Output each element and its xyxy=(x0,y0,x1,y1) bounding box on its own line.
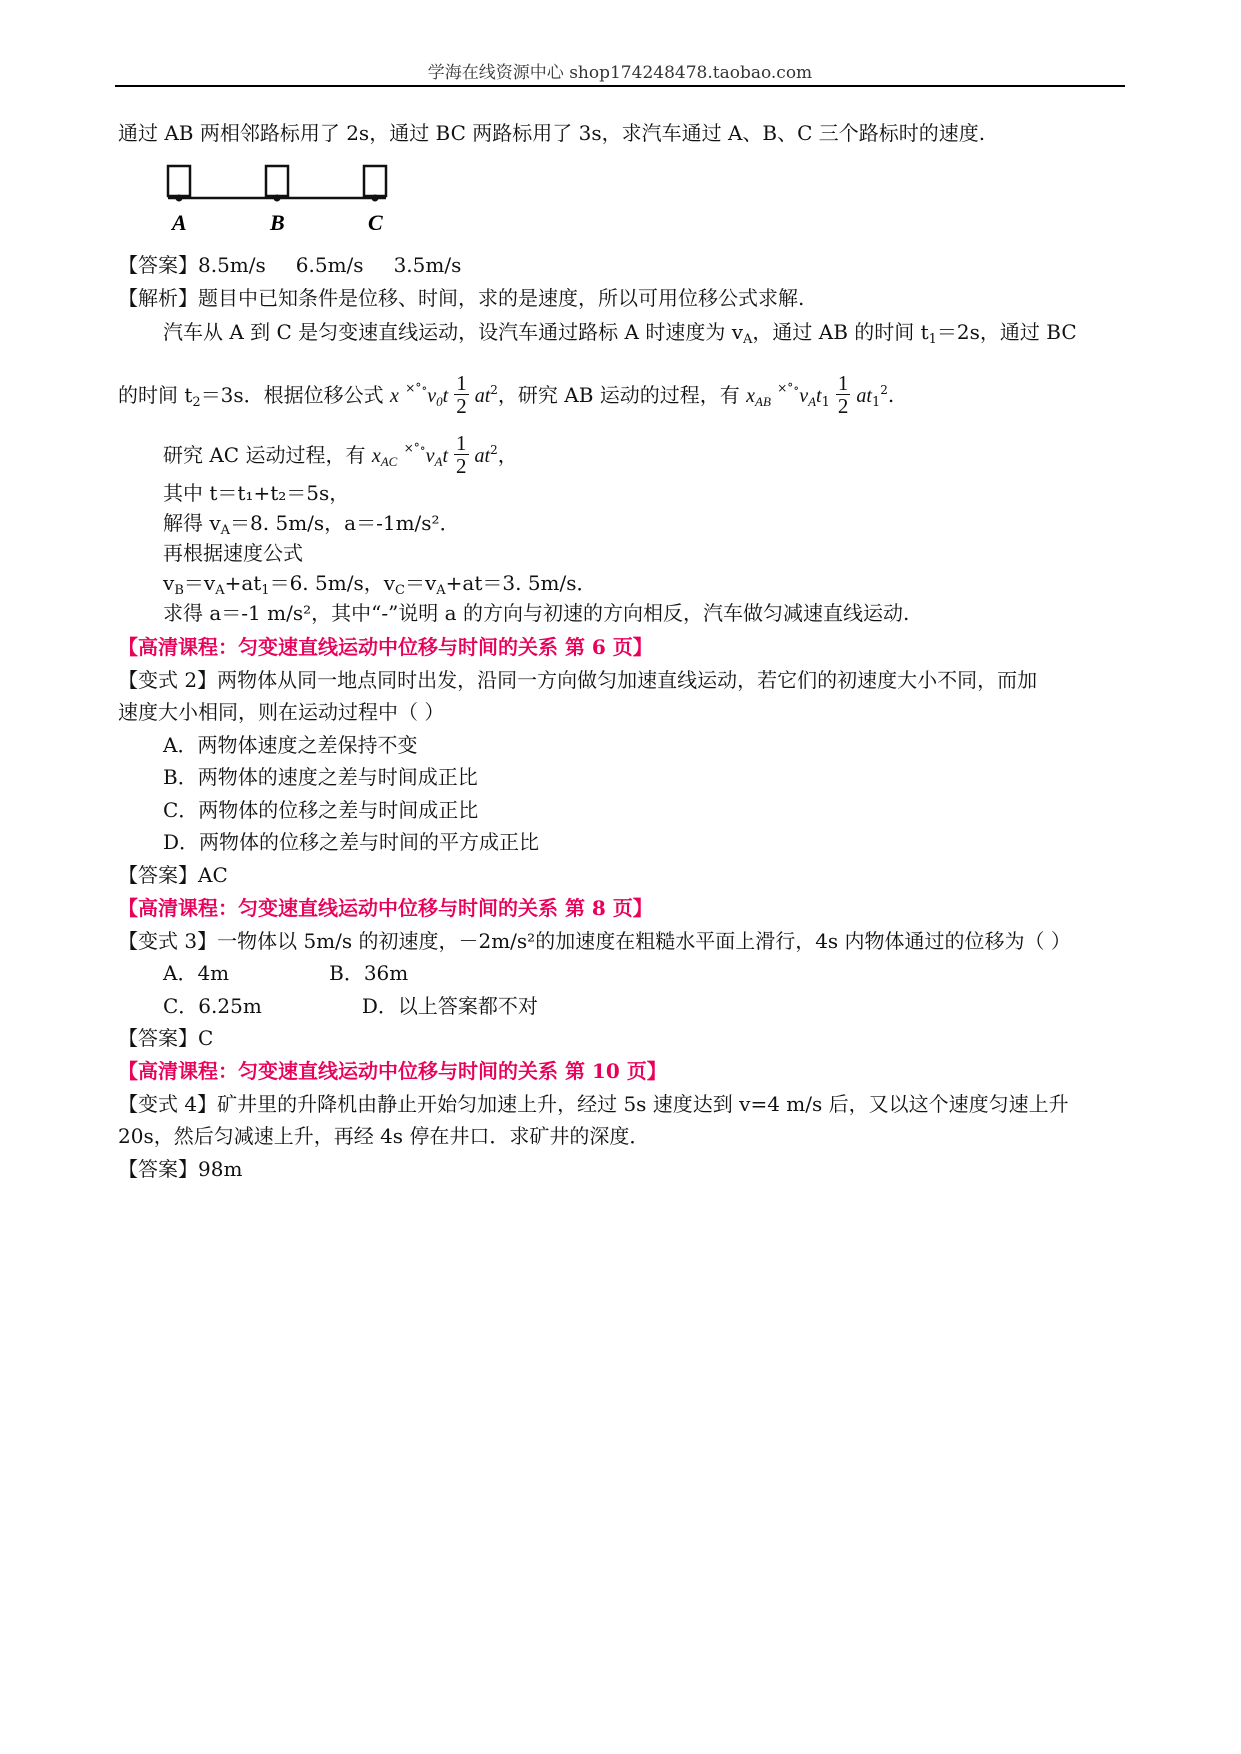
q2-line-1: 【变式 2】两物体从同一地点同时出发，沿同一方向做匀加速直线运动，若它们的初速度大小不同，而加 xyxy=(118,668,1038,692)
point-a xyxy=(176,195,183,202)
q3-options-ab: A．4m B．36m xyxy=(163,961,409,985)
sign-b-box xyxy=(266,166,288,196)
q3-answer: 【答案】C xyxy=(118,1026,214,1050)
q2-option-c: C．两物体的位移之差与时间成正比 xyxy=(163,798,479,822)
header-rule xyxy=(115,85,1125,87)
analysis-line-7: 再根据速度公式 xyxy=(163,541,303,565)
point-c xyxy=(372,195,379,202)
displacement-formula: x $^{\times^\circ\circ}v_0t$ $\frac{1}{2}$ $at^2$ xyxy=(390,371,498,418)
course-link-8[interactable]: 【高清课程：匀变速直线运动中位移与时间的关系 第 8 页】 xyxy=(118,896,653,920)
analysis-line-3: 的时间 $t_2=3s$．根据位移公式 x $^{\times^\circ\circ}v_0t$ $\frac{1}{2}$ $at^2$，研究 AB 运动的过程，有 $x_{AB}$ $^{\times^\circ\circ}v_At_1$ $\frac{1}{2}$ $at_1^2$. xyxy=(118,371,895,418)
label-a: A xyxy=(172,210,187,235)
analysis-tag: 【解析】 xyxy=(118,286,198,310)
q2-option-b: B．两物体的速度之差与时间成正比 xyxy=(163,765,478,789)
q3-options-cd: C．6.25m D．以上答案都不对 xyxy=(163,994,538,1018)
answer-1 xyxy=(118,250,461,280)
problem-text: 通过 AB 两相邻路标用了 2s，通过 BC 两路标用了 3s，求汽车通过 A、B、C 三个路标时的速度. xyxy=(118,121,986,145)
answer-tag: 【答案】 xyxy=(118,253,198,277)
ac-formula: $x_{AC}$ $^{\times^\circ\circ}v_At$ $\frac{1}{2}$ $at^2$， xyxy=(371,431,518,478)
analysis-line-6: 解得 $v_A=8$. 5m/s，a＝-1m/s²． xyxy=(163,511,460,538)
page-header: 学海在线资源中心 shop174248478.taobao.com xyxy=(427,63,813,83)
road-sign-figure xyxy=(160,160,420,238)
course-link-6[interactable]: 【高清课程：匀变速直线运动中位移与时间的关系 第 6 页】 xyxy=(118,635,653,659)
analysis-line-2: 汽车从 A 到 C 是匀变速直线运动，设汽车通过路标 A 时速度为 $v_A$，通过 AB 的时间 $t_1=2s$，通过 BC xyxy=(163,320,1077,347)
q4-line-1: 【变式 4】矿井里的升降机由静止开始匀加速上升，经过 5s 速度达到 v=4 m/s 后，又以这个速度匀速上升 xyxy=(118,1092,1069,1116)
q2-answer: 【答案】AC xyxy=(118,863,228,887)
q3-line-1: 【变式 3】一物体以 5m/s 的初速度，－2m/s²的加速度在粗糙水平面上滑行，4s 内物体通过的位移为（ ） xyxy=(118,929,1071,953)
q4-answer: 【答案】98m xyxy=(118,1157,243,1181)
analysis-line-4: 研究 AC 运动过程，有 $x_{AC}$ $^{\times^\circ\circ}v_At$ $\frac{1}{2}$ $at^2$， xyxy=(163,431,518,478)
course-link-10[interactable]: 【高清课程：匀变速直线运动中位移与时间的关系 第 10 页】 xyxy=(118,1059,667,1083)
sign-a-box xyxy=(168,166,190,196)
label-b: B xyxy=(270,210,285,235)
analysis-line-5: 其中 t＝t₁+t₂＝5s， xyxy=(163,481,350,505)
sign-c-box xyxy=(364,166,386,196)
q2-option-d: D．两物体的位移之差与时间的平方成正比 xyxy=(163,830,540,854)
point-b xyxy=(274,195,281,202)
q4-line-2: 20s，然后匀减速上升，再经 4s 停在井口．求矿井的深度． xyxy=(118,1124,650,1148)
analysis-line-1: 【解析】题目中已知条件是位移、时间，求的是速度，所以可用位移公式求解. xyxy=(118,286,805,310)
answer-va: 8.5m/s xyxy=(198,253,266,277)
ab-formula: $x_{AB}$ $^{\times^\circ\circ}v_At_1$ $\frac{1}{2}$ $at_1^2$. xyxy=(746,371,895,418)
answer-vc: 3.5m/s xyxy=(393,253,462,277)
q2-line-2: 速度大小相同，则在运动过程中（ ） xyxy=(118,700,445,724)
label-c: C xyxy=(368,210,383,235)
analysis-line-8: $v_B=v_A+at_1=6$. 5m/s，$v_C=v_A+at=3$. 5m/s． xyxy=(163,571,597,598)
answer-vb: 6.5m/s xyxy=(295,253,364,277)
q2-option-a: A．两物体速度之差保持不变 xyxy=(163,733,418,757)
analysis-line-9: 求得 a＝-1 m/s²，其中“-”说明 a 的方向与初速的方向相反，汽车做匀减速直线运动. xyxy=(163,601,910,625)
